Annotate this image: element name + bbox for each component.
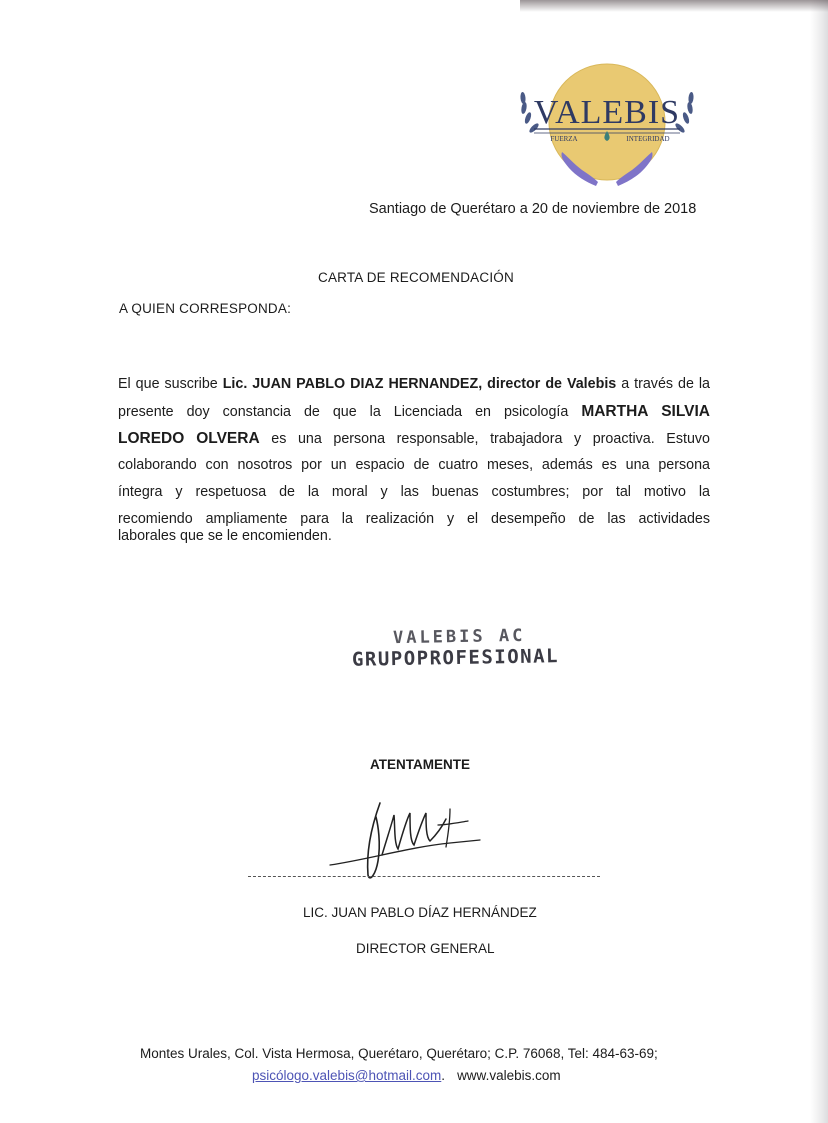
valebis-logo	[512, 60, 702, 192]
page-top-edge	[520, 0, 828, 12]
letter-title: CARTA DE RECOMENDACIÓN	[318, 270, 514, 285]
stamp-line-1: VALEBIS AC	[392, 625, 526, 649]
salutation: A QUIEN CORRESPONDA:	[119, 301, 292, 316]
footer-address: Montes Urales, Col. Vista Hermosa, Querétaro, Querétaro; C.P. 76068, Tel: 484-63-69;	[140, 1046, 658, 1061]
body-line: presente doy constancia de que la Licenciada en psicología MARTHA SILVIA	[118, 403, 710, 420]
body-line: LOREDO OLVERA es una persona responsable, trabajadora y proactiva. Estuvo	[118, 430, 710, 447]
body-line: colaborando con nosotros por un espacio de cuatro meses, además es una persona	[118, 457, 710, 473]
signatory-role: DIRECTOR GENERAL	[356, 941, 495, 956]
body-line: recomiendo ampliamente para la realización y el desempeño de las actividades	[118, 511, 710, 527]
footer-website[interactable]: www.valebis.com	[457, 1068, 561, 1083]
signatory-name: LIC. JUAN PABLO DÍAZ HERNÁNDEZ	[303, 905, 537, 920]
footer-email-link[interactable]: psicólogo.valebis@hotmail.com	[252, 1068, 442, 1083]
page-edge-shadow	[810, 0, 828, 1123]
date-line: Santiago de Querétaro a 20 de noviembre de 2018	[369, 201, 697, 217]
signature-line	[248, 876, 600, 877]
body-line: El que suscribe Lic. JUAN PABLO DIAZ HERNANDEZ, director de Valebis a través de la	[118, 376, 711, 392]
body-line: íntegra y respetuosa de la moral y las buenas costumbres; por tal motivo la	[118, 484, 710, 500]
footer-contact: psicólogo.valebis@hotmail.com. www.valebis.com	[252, 1068, 561, 1083]
svg-text:FUERZA: FUERZA	[550, 135, 578, 143]
body-line: laborales que se le encomienden.	[118, 528, 332, 544]
closing: ATENTAMENTE	[370, 757, 470, 772]
logo-name: VALEBIS	[533, 94, 681, 131]
stamp-line-2: GRUPOPROFESIONAL	[351, 645, 560, 671]
svg-text:INTEGRIDAD: INTEGRIDAD	[626, 135, 670, 143]
